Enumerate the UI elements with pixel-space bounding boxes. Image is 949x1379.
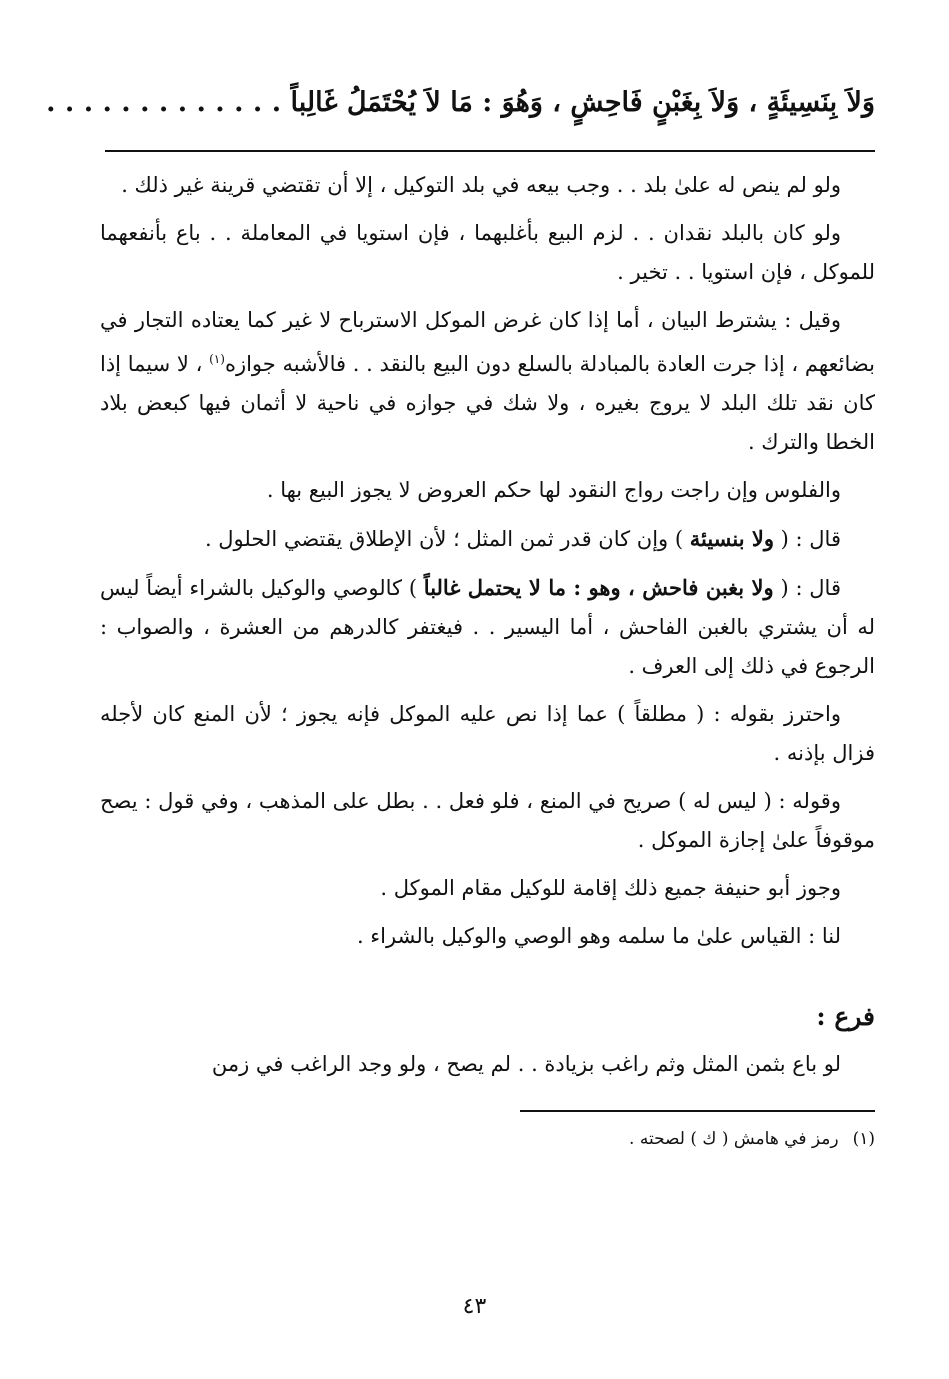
last-paragraph: لو باع بثمن المثل وثم راغب بزيادة . . لم يصح ، ولو وجد الراغب في زمن <box>211 1052 841 1076</box>
footnote-text: رمز في هامش ( ك ) لصحته . <box>629 1129 839 1149</box>
paragraph-3-part-2: ، لا سيما إذا كان نقد تلك البلد لا يروج بغيره ، ولا شك في جوازه في ناحية لا أثمان فيها كبعض بلاد الخطا والترك . <box>100 352 875 454</box>
paragraph-9: وجوز أبو حنيفة جميع ذلك إقامة للوكيل مقام الموكل . <box>380 876 841 900</box>
quote-open: قال : ( <box>774 527 841 551</box>
header-divider <box>105 150 875 152</box>
commentary: ) وإن كان قدر ثمن المثل ؛ لأن الإطلاق يقتضي الحلول . <box>204 527 690 551</box>
footnote-number: (١) <box>852 1129 875 1149</box>
paragraph-3-part-1: وقيل : يشترط البيان ، أما إذا كان غرض الموكل الاسترباح لا غير كما يعتاده التجار في بضائعهم ، إذا جرت العادة بالمبادلة بالسلع دون البيع بالنقد . . فالأشبه جوازه <box>100 308 875 376</box>
paragraph-1: ولو لم ينص له علىٰ بلد . . وجب بيعه في بلد التوكيل ، إلا أن تقتضي قرينة غير ذلك . <box>121 173 841 197</box>
page-body <box>46 78 875 1154</box>
matn-quote: ولا بنسيئة <box>689 526 774 551</box>
quote-open: قال : ( <box>773 576 841 600</box>
paragraph-4: والفلوس وإن راجت رواج النقود لها حكم العروض لا يجوز البيع بها . <box>266 478 841 502</box>
paragraph-3 <box>100 301 875 462</box>
section-heading: فرع : <box>816 1002 875 1031</box>
paragraph-8: وقوله : ( ليس له ) صريح في المنع ، فلو فعل . . بطل على المذهب ، وفي قول : يصح موقوفاً علىٰ إجازة الموكل . <box>100 789 875 852</box>
page-number: ٤٣ <box>462 1294 487 1319</box>
paragraph-7: واحترز بقوله : ( مطلقاً ) عما إذا نص عليه الموكل فإنه يجوز ؛ لأن المنع كان لأجله فزال بإذنه . <box>100 702 875 765</box>
footnote-ref: (١) <box>209 352 225 366</box>
paragraph-10: لنا : القياس علىٰ ما سلمه وهو الوصي والوكيل بالشراء . <box>356 924 841 948</box>
matn-line: وَلاَ بِنَسِيئَةٍ ، وَلاَ بِغَبْنٍ فَاحِشٍ ، وَهُوَ : مَا لاَ يُحْتَمَلُ غَالِباً . . . . . . . . . . . . . <box>46 87 875 118</box>
paragraph-2: ولو كان بالبلد نقدان . . لزم البيع بأغلبهما ، فإن استويا في المعاملة . . باع بأنفعهما للموكل ، فإن استويا . . تخير . <box>100 221 875 284</box>
matn-quote: ولا بغبن فاحش ، وهو : ما لا يحتمل غالباً <box>423 575 774 600</box>
commentary: ) كالوصي والوكيل بالشراء أيضاً ليس له أن يشتري بالغبن الفاحش ، أما اليسير . . فيغتفر كالدرهم من العشرة ، والصواب : الرجوع في ذلك إلى العرف . <box>100 576 875 678</box>
footnote-divider <box>520 1110 875 1112</box>
paragraph-5 <box>100 519 875 559</box>
paragraph-6 <box>100 568 875 686</box>
footnote <box>100 1124 875 1154</box>
